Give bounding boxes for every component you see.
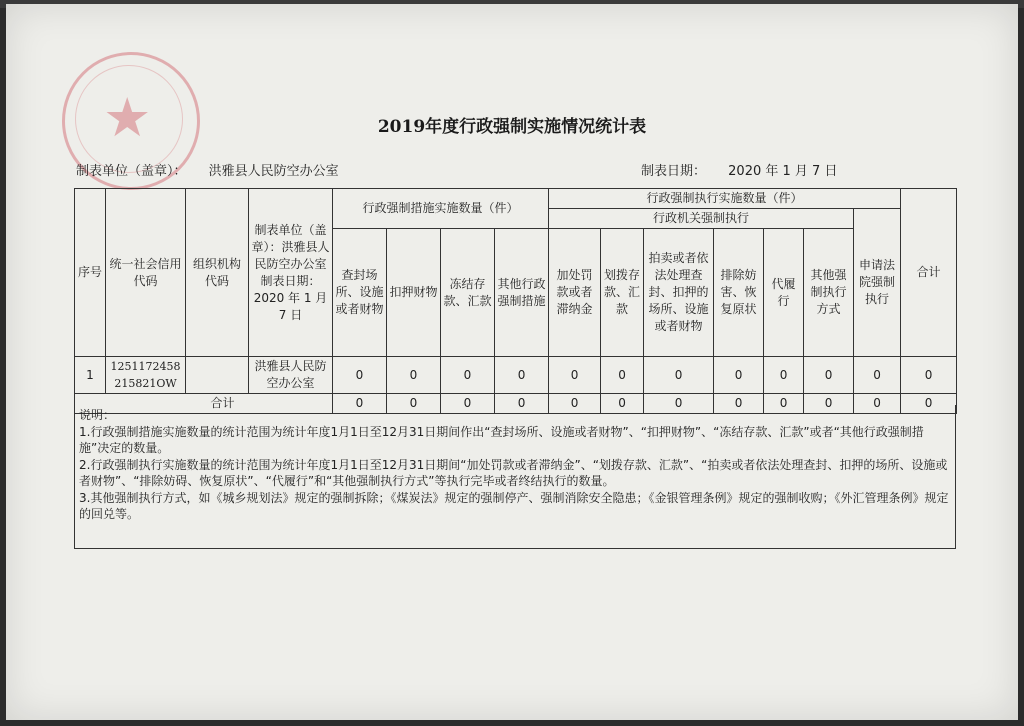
note-item: 2.行政强制执行实施数量的统计范围为统计年度1月1日至12月31日期间“加处罚款或者滞纳金”、“划拨存款、汇款”、“拍卖或者依法处理查封、扣押的场所、设施或者财物”、“排除妨碍、恢复原状”、“代履行”和“其他强制执行方式”等执行完毕或者终结执行的数量。	[79, 458, 948, 488]
statistics-table	[74, 188, 957, 414]
total-value: 0	[644, 394, 714, 414]
total-value: 0	[764, 394, 804, 414]
date-line	[641, 160, 855, 179]
unit-label: 制表单位（盖章）：	[76, 164, 187, 179]
date-value: 2020 年 1 月 7 日	[728, 164, 838, 179]
header-total: 合计	[901, 189, 957, 357]
row-unit: 洪雅县人民防空办公室	[249, 357, 333, 394]
header-measure: 扣押财物	[387, 229, 441, 357]
row-value: 0	[804, 357, 854, 394]
header-measure: 查封场所、设施或者财物	[333, 229, 387, 357]
header-agency: 划拨存款、汇款	[601, 229, 644, 357]
row-value: 0	[387, 357, 441, 394]
row-value: 0	[333, 357, 387, 394]
row-org-code	[186, 357, 249, 394]
row-value: 0	[901, 357, 957, 394]
header-measures-group: 行政强制措施实施数量（件）	[333, 189, 549, 229]
header-unit-date: 制表单位（盖章）：洪雅县人民防空办公室制表日期：2020 年 1 月 7 日	[249, 189, 333, 357]
row-value: 0	[714, 357, 764, 394]
total-value: 0	[901, 394, 957, 414]
row-value: 0	[854, 357, 901, 394]
header-agency-group: 行政机关强制执行	[549, 209, 854, 229]
total-value: 0	[804, 394, 854, 414]
total-value: 0	[714, 394, 764, 414]
total-value: 0	[601, 394, 644, 414]
row-credit-code: 1251172458 215821OW	[106, 357, 186, 394]
header-credit-code: 统一社会信用代码	[106, 189, 186, 357]
row-seq: 1	[75, 357, 106, 394]
table-row	[75, 357, 957, 394]
header-seq: 序号	[75, 189, 106, 357]
header-exec-group: 行政强制执行实施数量（件）	[549, 189, 901, 209]
total-value: 0	[387, 394, 441, 414]
row-value: 0	[495, 357, 549, 394]
row-value: 0	[764, 357, 804, 394]
total-value: 0	[854, 394, 901, 414]
unit-line	[76, 160, 357, 179]
total-value: 0	[549, 394, 601, 414]
header-agency: 拍卖或者依法处理查封、扣押的场所、设施或者财物	[644, 229, 714, 357]
total-value: 0	[495, 394, 549, 414]
date-label: 制表日期：	[641, 164, 707, 179]
row-value: 0	[644, 357, 714, 394]
header-court-exec: 申请法院强制执行	[854, 209, 901, 357]
row-value: 0	[601, 357, 644, 394]
header-org-code: 组织机构代码	[186, 189, 249, 357]
total-label: 合计	[75, 394, 333, 414]
total-value: 0	[333, 394, 387, 414]
header-agency: 加处罚款或者滞纳金	[549, 229, 601, 357]
header-agency: 其他强制执行方式	[804, 229, 854, 357]
note-item: 1.行政强制措施实施数量的统计范围为统计年度1月1日至12月31日期间作出“查封场所、设施或者财物”、“扣押财物”、“冻结存款、汇款”或者“其他行政强制措施”决定的数量。	[79, 425, 924, 455]
header-agency: 代履行	[764, 229, 804, 357]
notes-heading: 说明：	[79, 408, 116, 422]
notes-section	[74, 405, 956, 549]
seal-star-icon: ★	[103, 86, 152, 149]
header-agency: 排除妨害、恢复原状	[714, 229, 764, 357]
total-value: 0	[441, 394, 495, 414]
unit-value: 洪雅县人民防空办公室	[208, 164, 339, 179]
row-value: 0	[549, 357, 601, 394]
note-item: 3.其他强制执行方式，如《城乡规划法》规定的强制拆除；《煤炭法》规定的强制停产、强制消除安全隐患；《金银管理条例》规定的强制收购；《外汇管理条例》规定的回兑等。	[79, 491, 949, 521]
header-measure: 冻结存款、汇款	[441, 229, 495, 357]
row-value: 0	[441, 357, 495, 394]
header-measure: 其他行政强制措施	[495, 229, 549, 357]
document-title: 2019年度行政强制实施情况统计表	[377, 117, 647, 137]
